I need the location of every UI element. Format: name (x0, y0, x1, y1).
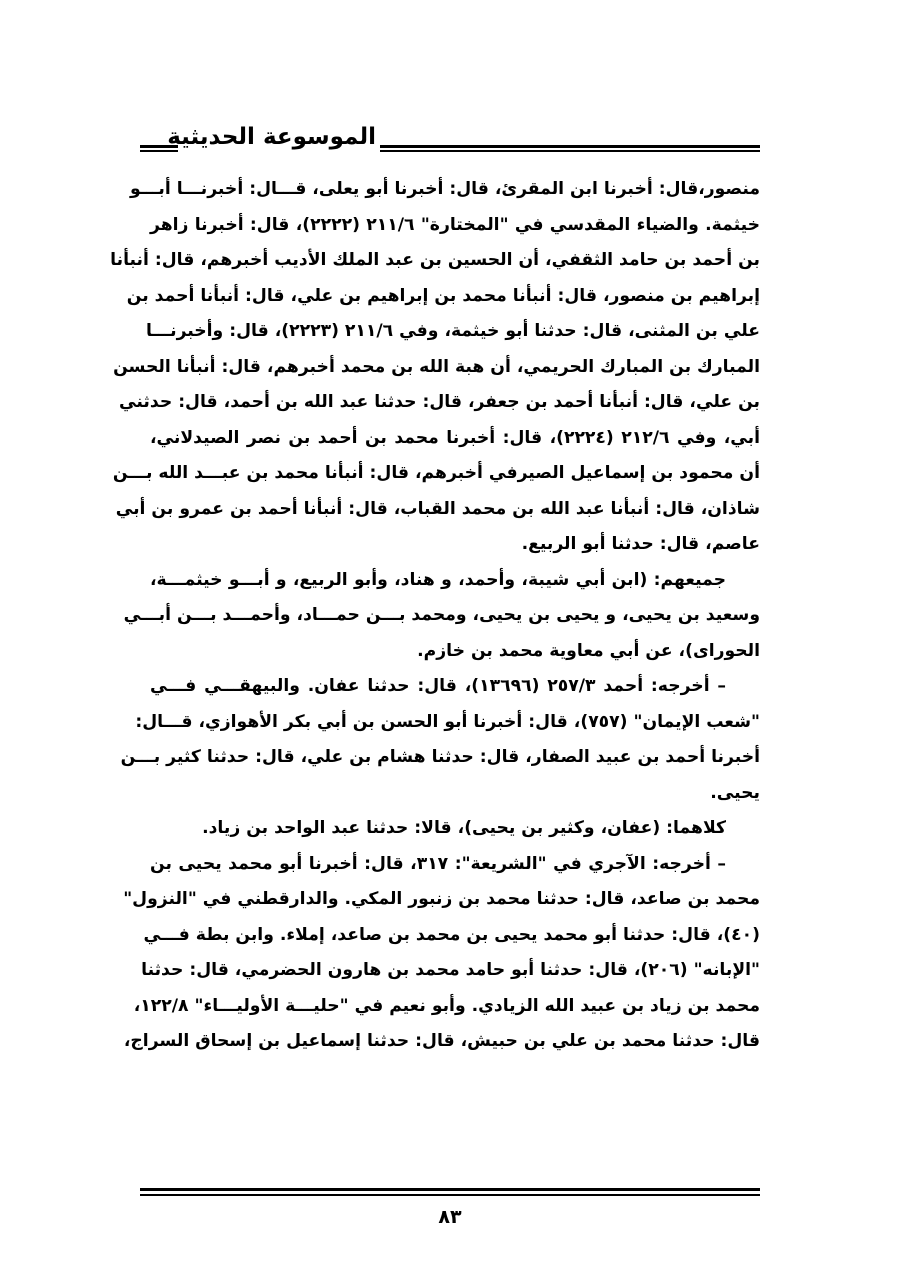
text-line: قال: حدثنا محمد بن علي بن حبيش، قال: حدثنا إسماعيل بن إسحاق السراج، (123, 1031, 760, 1051)
text-line: أخبرنا أحمد بن عبيد الصفار، قال: حدثنا هشام بن علي، قال: حدثنا كثير بـــن (120, 747, 760, 767)
header-rule-right (380, 145, 760, 152)
text-line: منصور،قال: أخبرنا ابن المقرئ، قال: أخبرنا أبو يعلى، قـــال: أخبرنـــا أبـــو (129, 179, 760, 199)
text-line: – أخرجه: الآجري في "الشريعة": ٣١٧، قال: أخبرنا أبو محمد يحيى بن (150, 853, 726, 874)
text-line: المبارك بن المبارك الحريمي، أن هبة الله بن محمد أخبرهم، قال: أنبأنا الحسن (113, 356, 760, 377)
text-line: إبراهيم بن منصور، قال: أنبأنا محمد بن إبراهيم بن علي، قال: أنبأنا أحمد بن (126, 285, 760, 306)
page-number: ٨٣ (438, 1206, 462, 1228)
text-line: أبي، وفي ٢١٢/٦ (٢٢٢٤)، قال: أخبرنا محمد بن أحمد بن نصر الصيدلاني، (150, 427, 760, 448)
footer-rule (140, 1188, 760, 1196)
text-line: محمد بن زياد بن عبيد الله الزيادي. وأبو نعيم في "حليـــة الأوليـــاء" ١٢٢/٨، (133, 995, 760, 1016)
text-line: "الإبانه" (٢٠٦)، قال: حدثنا أبو حامد محمد بن هارون الحضرمي، قال: حدثنا (141, 960, 760, 980)
text-line: "شعب الإيمان" (٧٥٧)، قال: أخبرنا أبو الحسن بن أبي بكر الأهوازي، قـــال: (135, 711, 760, 732)
text-line: شاذان، قال: أنبأنا عبد الله بن محمد القباب، قال: أنبأنا أحمد بن عمرو بن أبي (115, 498, 760, 519)
text-line: علي بن المثنى، قال: حدثنا أبو خيثمة، وفي ٢١١/٦ (٢٢٢٣)، قال: وأخبرنـــا (146, 321, 760, 341)
header-title: الموسوعة الحديثية (167, 124, 376, 150)
text-line: (٤٠)، قال: حدثنا أبو محمد يحيى بن محمد بن صاعد، إملاء. وابن بطة فـــي (143, 924, 760, 945)
running-header (140, 118, 760, 170)
text-line: بن أحمد بن حامد الثقفي، أن الحسين بن عبد الملك الأديب أخبرهم، قال: أنبأنا (110, 250, 760, 270)
text-line: كلاهما: (عفان، وكثير بن يحيى)، قالا: حدثنا عبد الواحد بن زياد. (202, 818, 726, 838)
text-line: عاصم، قال: حدثنا أبو الربيع. (521, 534, 760, 554)
text-line: أن محمود بن إسماعيل الصيرفي أخبرهم، قال: أنبأنا محمد بن عبـــد الله بـــن (112, 463, 760, 483)
text-line: الحوراى)، عن أبي معاوية محمد بن خازم. (417, 640, 760, 661)
text-line: يحيى. (710, 782, 760, 803)
text-line: بن علي، قال: أنبأنا أحمد بن جعفر، قال: حدثنا عبد الله بن أحمد، قال: حدثني (119, 392, 760, 412)
text-line: جميعهم: (ابن أبي شيبة، وأحمد، و هناد، وأبو الربيع، و أبـــو خيثمـــة، (150, 569, 726, 590)
text-line: – أخرجه: أحمد ٢٥٧/٣ (١٣٦٩٦)، قال: حدثنا عفان. والبيهقـــي فـــي (150, 676, 727, 696)
text-line: وسعيد بن يحيى، و يحيى بن يحيى، ومحمد بـــن حمـــاد، وأحمـــد بـــن أبـــي (123, 605, 760, 625)
text-line: خيثمة. والضياء المقدسي في "المختارة" ٢١١/٦ (٢٢٢٢)، قال: أخبرنا زاهر (150, 214, 761, 235)
text-line: محمد بن صاعد، قال: حدثنا محمد بن زنبور المكي. والدارقطني في "النزول" (123, 889, 760, 909)
body-text (110, 172, 761, 1060)
